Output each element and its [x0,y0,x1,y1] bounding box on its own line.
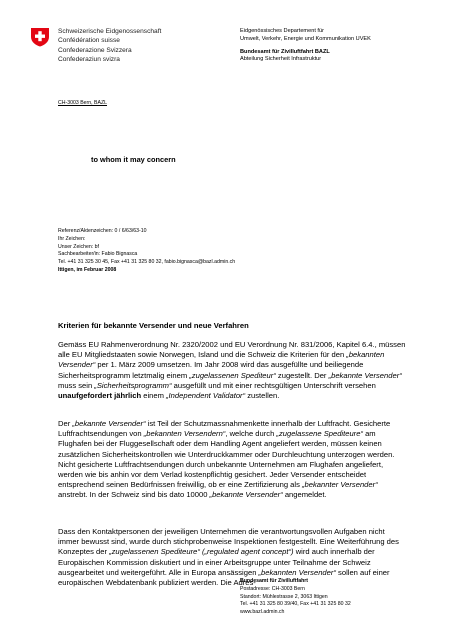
footer-address [240,578,351,617]
confederation-de: Schweizerische Eidgenossenschaft [58,28,162,35]
text-run: zugestellt. Der [275,370,329,380]
text-run: „Independent Validator“ [166,391,246,401]
text-run: „bekannten Versender“ [258,567,336,577]
text-run: „bekannte Versender“ [72,419,146,428]
text-run: „bekannte Versender“ [209,490,283,500]
text-run: anstrebt. In der Schweiz sind bis dato 10000 [58,490,210,500]
confederation-names [58,27,161,65]
text-run: muss sein [58,380,95,390]
confederation-fr: Confédération suisse [58,37,120,45]
division-name: Abteilung Sicherheit Infrastruktur [240,56,322,63]
contact-line: Tel. +41 31 325 30 45, Fax +41 31 325 80 32, fabio.bignasca@bazl.admin.ch [58,259,236,266]
confederation-rm: Confederaziun svizra [58,56,120,64]
text-run: „Sicherheitsprogramm“ [94,380,172,390]
text-run: „bekannten Versender“ [58,350,385,370]
swiss-crest-icon [30,27,50,47]
footer-postal: Postadresse: CH-3003 Bern [240,585,305,592]
text-run: Dass den Kontaktpersonen der jeweiligen Unternehmen die verantwortungsvollen Aufgaben nicht immer bewusst sind, wurde durch stichprobenweise Inspektionen festgestellt. Eine Weiterführung des Konzeptes der [58,527,399,557]
text-run: ausgefüllt und mit einer rechtsgültigen Unterschrift versehen [171,380,376,390]
text-run: „zugelassenen Spediteur“ [189,370,276,380]
department-line2: Umwelt, Verkehr, Energie und Kommunikation UVEK [240,35,371,42]
body-paragraph [58,527,406,588]
text-run: „bekannter Versender“ [301,480,378,490]
footer-web: www.bazl.admin.ch [240,609,285,616]
text-run: „zugelassene Spediteure“ [276,429,363,439]
department-line1: Eidgenössisches Departement für [240,28,324,34]
text-run: sollen auf einer europäischen Webdatenbank publiziert werden. Die Adres- [58,567,390,588]
confederation-it: Confederazione Svizzera [58,46,132,54]
text-run: angemeldet. [282,490,327,500]
sender-line: CH-3003 Bern, BAZL [58,100,108,106]
text-run: am Flughafen bei der Fluggesellschaft oder dem Handling Agent angeliefert werden, müssen keinen zusätzlichen Sicherheitskontrollen wie Unterdruckkammer oder Durchleuchtung unterzogen werden. Nicht gesicherte Luftfrachtsendungen durch unbekannte Unternehmen am Flughafen angeliefert, werden wie bis anhin vor dem Verlad kostenpflichtig gesichert. Jeder Versender entscheidet entsprechend seinen Bedürfnissen freiwillig, ob er eine Zertifizierung als [58,429,395,490]
text-run: „zugelassenen Spediteure“ („regulated agent concept“) [109,547,294,557]
body-paragraph [58,419,406,501]
recipient: to whom it may concern [91,155,176,164]
text-run: einem [141,391,167,401]
text-run: , welche durch [225,429,277,439]
subject-heading: Kriterien für bekannte Versender und neue Verfahren [58,321,249,330]
your-reference: Ihr Zeichen: [58,235,86,242]
text-run: zustellen. [245,391,280,401]
case-officer: Sachbearbeiter/in: Fabio Bignasca [58,251,138,258]
text-run: „bekannten Versendern“ [143,429,226,439]
text-run: Gemäss EU Rahmenverordnung Nr. 2320/2002 und EU Verordnung Nr. 831/2006, Kapitel 6.4., müssen alle EU Mitgliedstaaten sowie Norwegen, Island und die Schweiz die Kriterien für den [58,340,406,360]
letter-date: Ittigen, im Februar 2008 [58,266,117,273]
text-run: wird auch innerhalb der Europäischen Kommission diskutiert und in einer Arbeitsgruppe unter Teilnahme der Schweiz ausgearbeitet und weitergeführt. Alle in Europa ansässigen [58,547,375,577]
footer-office: Bundesamt für Zivilluftfahrt [240,578,309,584]
text-run: ist Teil der Schutzmassnahmenkette innerhalb der Luftfracht. Gesicherte Luftfrachtsendungen von [58,419,391,439]
body-paragraph [58,340,406,401]
text-run: Der [58,419,73,428]
text-run: per 1. März 2009 umsetzen. Im Jahr 2008 wird das ausgefüllte und beiliegende Sicherheitsprogramm letztmalig einem [58,360,364,380]
footer-phone: Tel. +41 31 325 80 39/40, Fax +41 31 325 80 32 [240,601,351,608]
department-block [240,28,371,64]
text-run: unaufgefordert jährlich [58,391,142,401]
reference-number: Referenz/Aktenzeichen: 0 / 6/63/63-10 [58,228,147,234]
reference-block [58,228,235,275]
office-name: Bundesamt für Zivilluftfahrt BAZL [240,48,330,55]
text-run: „bekannte Versender“ [328,370,402,380]
our-reference: Unser Zeichen: bf [58,243,99,250]
footer-location: Standort: Mühlestrasse 2, 3063 Ittigen [240,593,328,600]
